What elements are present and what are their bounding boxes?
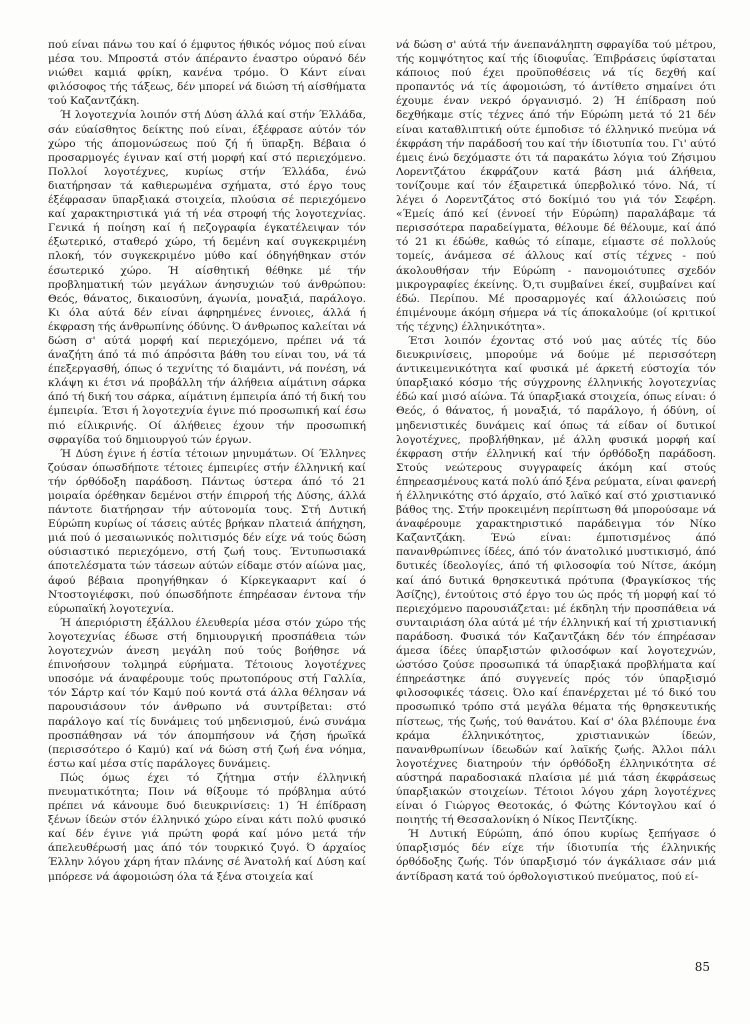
left-text-column <box>48 38 366 884</box>
paragraph: Ή Δύση έγινε ή έστία τέτοιων μηνυμάτων. Οί Έλληνες ζούσαν όπωσδήποτε τέτοιες έμπειρίες στήν έλληνική καί τήν όρθόδοξη παράδοση. Πάντως ύστερα άπό τό 21 μοιραία όρέθηκαν δεμένοι στήν έπιρροή τής Δύσης, άλλά πάντοτε διατήρησαν τήν αύτονομία τους. Στή Δυτική Εύρώπη κυρίως οί τάσεις αύτές βρήκαν πλατειά άπήχηση, μιά πού ό μεσαιωνικός πολιτισμός δέν είχε νά τούς δώση ούσιαστικό περιεχόμενο, στή ζωή τους. Έντυπωσιακά άποτελέσματα τών τάσεων αύτών είδαμε στόν αίώνα μας, άφού βέβαια προηγήθηκαν ό Κίρκεγκααρντ καί ό Ντοστογιέφσκι, πού όπωσδήποτε έπηρέασαν έντονα τήν εύρωπαϊκή λογοτεχνία. <box>48 447 366 615</box>
page-number: 85 <box>694 960 710 974</box>
paragraph: Ή άπεριόριστη έξάλλου έλευθερία μέσα στόν χώρο τής λογοτεχνίας έδωσε στή δημιουργική προσπάθεια τών λογοτεχνών άνεση μεγάλη πού τούς βοήθησε νά έπινοήσουν τολμηρά εύρήματα. Τέτοιους λογοτέχνες υποσόμε νά άναφέρουμε τούς πρωτοπόρους στή Γαλλία, τόν Σάρτρ καί τόν Καμύ πού κοντά στά άλλα θέλησαν νά παρουσιάσουν τόν άνθρωπο νά συντρίβεται: στό παράλογο καί τίς δυνάμεις τού μηδενισμού, ένώ συνάμα προσπάθησαν νά τόν άπομπήσουν νά ζήση ήρωϊκά (περισσότερο ό Καμύ) καί νά δώση στή ζωή ένα νόημα, έστω καί μέσα στίς παράλογες δυνάμεις. <box>48 616 366 770</box>
paragraph: Ή Δυτική Εύρώπη, άπό όπου κυρίως ξεπήγασε ό ύπαρξισμός δέν είχε τήν ίδιοτυπία τής έλληνικής όρθόδοξης ζωής. Τόν ύπαρξισμό τόν άγκάλιασε σάν μιά άντίδραση κατά τού όρθολογιστικού πνεύματος, πού εί- <box>396 828 716 883</box>
paragraph: Πώς όμως έχει τό ζήτημα στήν έλληνική πνευματικότητα; Ποιν νά θίξουμε τό πρόβλημα αύτό πρέπει νά κάνουμε δυό διευκρινίσεις: 1) Ή έπίδραση ξένων ίδεών στόν έλληνικό χώρο είναι κάτι πολύ φυσικό καί δέν έγινε γιά πρώτη φορά καί μόνο μετά τήν άπελευθέρωσή μας άπό τόν τουρκικό ζυγό. Ό άρχαίος Έλλην λόγου χάρη ήταν πλάνης σέ Άνατολή καί Δύση καί μπόρεσε νά άφομοιώση όλα τά ξένα στοιχεία καί <box>48 771 366 883</box>
right-text-column <box>396 38 716 884</box>
paragraph: πού είναι πάνω του καί ό έμφυτος ήθικός νόμος πού είναι μέσα του. Μπροστά στόν άπέραντο έναστρο ούρανό δέν νιώθει καμιά φρίκη, κανένα τρόμο. Ό Κάντ είναι φιλόσοφος τής τάξεως, δέν μπορεί νά διώση τή αίσθήματα τού Καζαντζάκη. <box>48 39 366 108</box>
paragraph: Έτσι λοιπόν έχοντας στό νού μας αύτές τίς δύο διευκρινίσεις, μπορούμε νά δούμε μέ περισσότερη άντικειμενικότητα καί φυσικά μέ άρκετή εύστοχία τόν ύπαρξιακό κόσμο τής σύγχρονης έλληνικής λογοτεχνίας έδώ καί μισό αίώνα. Τά ύπαρξιακά στοιχεία, όπως είναι: ό Θεός, ό θάνατος, ή μοναξιά, τό παράλογο, ή όδύνη, οί μηδενιστικές δυνάμεις καί όπως τά είδαν οί δυτικοί λογοτέχνες, προβλήθηκαν, μέ άλλη φυσικά μορφή καί έκφραση στήν έλληνική καί τήν όρθόδοξη παράδοση. Στούς νεώτερους συγγραφείς άκόμη καί στούς έπηρεασμένους κατά πολύ άπό ξένα ρεύματα, είναι φανερή ή έλληνικότης στό άρχαίο, στό λαϊκό καί στό χριστιανικό βάθος της. Στήν προκειμένη περίπτωση θά μπορούσαμε νά άναφέρουμε χαρακτηριστικό παράδειγμα τόν Νίκο Καζαντζάκη. Ένώ είναι: έμποτισμένος άπό πανανθρώπινες ίδέες, άπό τόν άνατολικό μυστικισμό, άπό δυτικές ίδεολογίες, άπό τή φιλοσοφία τού Νίτσε, άκόμη καί άπό δυτικά θρησκευτικά πρότυπα (Φραγκίσκος τής Άσίζης), έντούτοις στό έργο του ώς πρός τή μορφή καί τό περιεχόμενο παρουσιάζεται: μέ έκδηλη τήν προσπάθεια νά συνταιριάση όλα αύτά μέ τήν έλληνική καί τή χριστιανική παράδοση. Φυσικά τόν Καζαντζάκη δέν τόν έπηρέασαν άμεσα ίδέες ύπαρξιστών φιλοσόφων καί λογοτεχνών, ώστόσο ζούσε προσωπικά τά ύπαρξιακά προβλήματα καί έπηρεάστηκε άπό συγγενείς πρός τόν ύπαρξισμό φιλοσοφικές τάσεις. Όλο καί έπανέρχεται μέ τό δικό του προσωπικό τρόπο στά μεγάλα θέματα τής θρησκευτικής πίστεως, τής ζωής, τού θανάτου. Καί σ' όλα βλέπουμε ένα κράμα έλληνικότητος, χριστιανικών ίδεών, πανανθρωπίνων ίδεωδών καί λαϊκής ζωής. Άλλοι πάλι λογοτέχνες διατηρούν τήν όρθόδοξη έλληνικότητα σέ αύστηρά παραδοσιακά πλαίσια μέ μιά τάση έκφράσεως ύπαρξιακών στοιχείων. Τέτοιοι λόγου χάρη λογοτέχνες είναι ό Γιώργος Θεοτοκάς, ό Φώτης Κόντογλου καί ό ποιητής τή Θεσσαλονίκη ό Νίκος Πεντζίκης. <box>396 334 716 827</box>
paragraph: νά δώση σ' αύτά τήν άνεπανάληπτη σφραγίδα τού μέτρου, τής κομψότητος καί τής ίδιοφυΐας. Έπιβράσεις ύφίσταται κάποιος πού έχει προϋποθέσεις νά τίς δεχθή καί προπαντός νά τίς άφομοιώση, τό άντίθετο σημαίνει ότι έχουμε έναν νεκρό όργανισμό. 2) Ή έπίδραση πού δεχθήκαμε στίς τέχνες άπό τήν Εύρώπη μετά τό 21 δέν είναι καταθλιπτική ούτε έμποδισε τό έλληνικό πνεύμα νά έκφράση τήν παράδοσή του καί τήν ίδιοτυπία του. Γι' αύτό έμεις ένώ δεχόμαστε ότι τά παρακάτω λόγια τού Ζήσιμου Λορεντζάτου έκφράζουν κατά βάση μιά άλήθεια, τονίζουμε καί τόν έξαιρετικά ύπερβολικό τόνο. Νά, τί λέγει ό Λορεντζάτος στό δοκίμιό του γιά τόν Σεφέρη. «Έμείς άπό κεί (έννοεί τήν Εύρώπη) παραλάβαμε τά περισσότερα παραδείγματα, θέλουμε δέ θέλουμε, καί άπό τό 21 κι έδώθε, καθώς τό είπαμε, είμαστε σέ πολλούς τομείς, άνάμεσα σέ άλλους καί στίς τέχνες - πού άκολουθήσαν τήν Εύρώπη - πανομοιότυπες σχεδόν μικρογραφίες έκείνης. Ό,τι συμβαίνει έκεί, συμβαίνει καί έδώ. Περίπου. Μέ προσαρμογές καί άλλοιώσεις πού έπιμένουμε άκόμη σήμερα νά τίς άποκαλούμε (οί κριτικοί τής τέχνης) έλληνικότητα». <box>396 39 716 333</box>
paragraph: Ή λογοτεχνία λοιπόν στή Δύση άλλά καί στήν Έλλάδα, σάν εύαίσθητος δείκτης πού είναι, έξέφρασε αύτόν τόν χώρο τής άπομονώσεως πού ζή ή ϋπαρξη. Βέβαια ό προσαρμογές έγιναν καί στή μορφή καί στό περιεχόμενο. Πολλοί λογοτέχνες, κυρίως στήν Έλλάδα, ένώ διατήρησαν τά καθιερωμένα σχήματα, στό έργο τους έξέφρασαν ϋπαρξιακά στοιχεία, πλούσια σέ περιεχόμενο καί χαρακτηριστικά γιά τή νέα στροφή τής λογοτεχνίας. Γενικά ή ποίηση καί ή πεζογραφία έγκατέλειψαν τόν έξωτερικό, σταθερό χώρο, τή δεμένη καί συγκεκριμένη πλοκή, τόν συγκεκριμένο μύθο καί όδηγήθηκαν στόν έσωτερικό χώρο. Ή αίσθητική θέθηκε μέ τήν προβληματική τών μεγάλων άνησυχιών τού άνθρώπου: Θεός, θάνατος, δικαιοσύνη, άγωνία, μοναξιά, παράλογο. Κι όλα αύτά δέν είναι άφηρημένες έννοιες, άλλά ή έκφραση τής άνθρωπίνης όδύνης. Ό άνθρωπος καλείται νά δώση σ' αύτά μορφή καί περιεχόμενο, πρέπει νά τά άναζήτη άπό τά πιό άπρόσιτα βάθη του είναι του, νά τά έπεξεργασθή, όπως ό τεχνίτης τό διαμάντι, νά πονέση, νά κλάψη κι έτσι νά προβάλλη τήν άλήθεια αίμάτινη σάρκα άπό τή δική του σάρκα, αίμάτινη έμπειρία άπό τή δική του έμπειρία. Έτσι ή λογοτεχνία έγινε πιό προσωπική καί έσω πιό είλικρινής. Οί άλήθειες έχουν τήν προσωπική σφραγίδα τού δημιουργού τών έργων. <box>48 109 367 446</box>
